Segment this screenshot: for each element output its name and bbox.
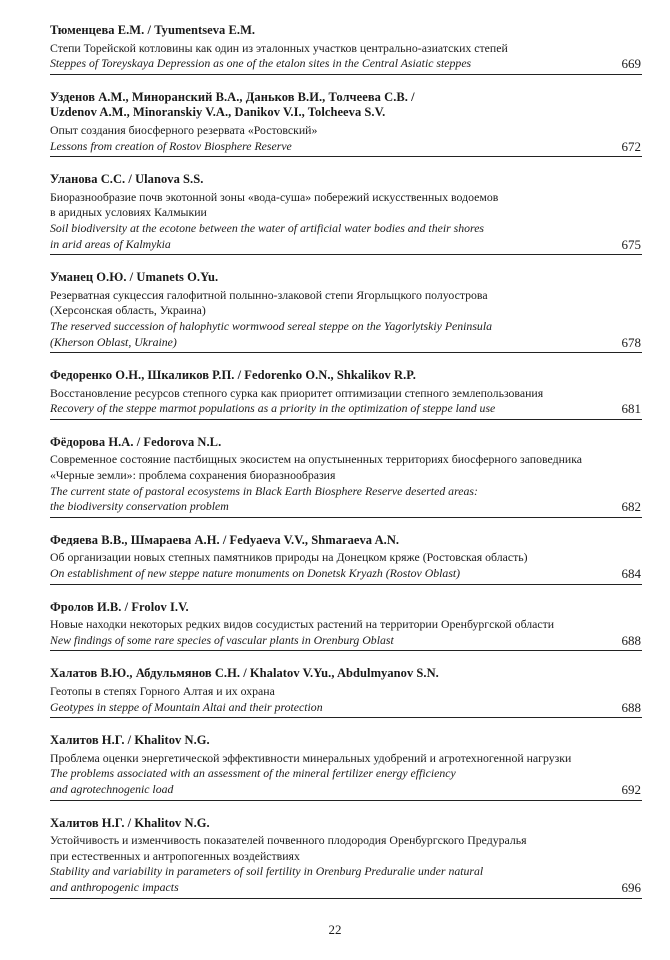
title-en-line: The problems associated with an assessment of the mineral fertilizer energy efficiency [50,766,456,781]
authors-line: Фролов И.В. / Frolov I.V. [50,599,189,614]
title-ru [50,452,598,483]
title-en-line: The current state of pastoral ecosystems in Black Earth Biosphere Reserve deserted areas: [50,483,478,498]
title-en-line: The reserved succession of halophytic wormwood sereal steppe on the Yagorlytskiy Peninsula [50,318,492,333]
title-ru-line: в аридных условиях Калмыкии [50,205,207,220]
authors-line: Уманец О.Ю. / Umanets O.Yu. [50,270,219,285]
title-en [50,566,598,582]
title-en-line: Stability and variability in parameters of soil fertility in Orenburg Preduralie under natural [50,864,484,879]
authors-line: Уланова С.С. / Ulanova S.S. [50,172,204,187]
title-ru-line: Опыт создания биосферного резервата «Ростовский» [50,122,318,137]
title-ru-line: Об организации новых степных памятников природы на Донецком кряже (Ростовская область) [50,550,528,565]
entry-page-number: 672 [621,138,641,154]
authors-line: Федоренко О.Н., Шкаликов Р.П. / Fedorenko O.N., Shkalikov R.P. [50,368,416,383]
toc-entry [50,435,642,518]
title-en-line: in arid areas of Kalmykia [50,236,171,251]
entry-page-number: 696 [621,879,641,895]
title-en-line: Lessons from creation of Rostov Biosphere Reserve [50,138,292,153]
title-ru-line: при естественных и антропогенных воздействиях [50,848,300,863]
title-ru-line: Новые находки некоторых редких видов сосудистых растений на территории Оренбургской области [50,617,555,632]
authors [50,816,598,832]
authors [50,435,598,451]
title-en [50,56,598,72]
toc-entry [50,172,642,255]
entry-page-number: 688 [621,632,641,648]
entry-page-number: 681 [621,401,641,417]
title-ru-line: Геотопы в степях Горного Алтая и их охрана [50,684,275,698]
title-ru-line: Современное состояние пастбищных экосистем на опустыненных территориях биосферного заповедника [50,452,582,467]
title-ru [50,123,598,139]
title-ru-line: Восстановление ресурсов степного сурка как приоритет оптимизации степного землепользования [50,385,544,400]
title-en-line: Soil biodiversity at the ecotone between the water of artificial water bodies and their shores [50,220,485,235]
title-en-line: Recovery of the steppe marmot populations as a priority in the optimization of steppe land use [50,401,496,416]
entry-page-number: 682 [621,499,641,515]
authors-line: Тюменцева Е.М. / Tyumentseva E.M. [50,23,256,37]
authors-line: Халитов Н.Г. / Khalitov N.G. [50,815,210,830]
title-en [50,319,598,350]
authors [50,172,598,188]
title-ru-line: Проблема оценки энергетической эффективности минеральных удобрений и агротехногенной нагрузки [50,750,572,765]
toc-entry [50,733,642,800]
title-en-line: Geotypes in steppe of Mountain Altai and their protection [50,699,323,714]
authors [50,270,598,286]
page-number: 22 [328,922,342,937]
authors-line: Фёдорова Н.А. / Fedorova N.L. [50,434,222,449]
authors [50,666,598,682]
toc-entry [50,90,642,157]
title-en [50,484,598,515]
title-ru-line: Резерватная сукцессия галофитной полынно-злаковой степи Ягорлыцкого полуострова [50,287,488,302]
authors-line: Федяева В.В., Шмараева А.Н. / Fedyaeva V.V., Shmaraeva A.N. [50,532,400,547]
title-en-line: New findings of some rare species of vascular plants in Orenburg Oblast [50,632,394,647]
title-ru [50,550,598,566]
entry-page-number: 684 [621,566,641,582]
toc-entry [50,270,642,353]
title-ru-line: Степи Торейской котловины как один из эталонных участков центрально-азиатских степей [50,40,508,55]
entry-page-number: 692 [621,781,641,797]
title-ru [50,386,598,402]
title-ru [50,684,598,700]
title-en [50,864,598,895]
entry-page-number: 675 [621,236,641,252]
authors-line: Uzdenov A.M., Minoranskiy V.A., Danikov V.I., Tolcheeva S.V. [50,105,386,120]
authors [50,90,598,121]
authors-line: Халатов В.Ю., Абдульмянов С.Н. / Khalatov V.Yu., Abdulmyanov S.N. [50,666,439,681]
entry-page-number: 678 [621,334,641,350]
entry-page-number: 688 [621,699,641,715]
title-ru [50,617,598,633]
entry-page-number: 669 [621,56,641,72]
toc-entry [50,816,642,899]
title-en [50,700,598,716]
table-of-contents [50,23,642,914]
authors [50,533,598,549]
title-ru [50,833,598,864]
toc-entry [50,368,642,420]
title-en [50,139,598,155]
authors-line: Халитов Н.Г. / Khalitov N.G. [50,733,210,748]
title-ru [50,41,598,57]
title-en-line: Steppes of Toreyskaya Depression as one of the etalon sites in the Central Asiatic steppes [50,56,472,71]
title-ru-line: Биоразнообразие почв экотонной зоны «вода-суша» побережий искусственных водоемов [50,189,499,204]
title-en [50,766,598,797]
toc-entry [50,23,642,75]
toc-entry [50,600,642,652]
title-en [50,401,598,417]
title-en-line: and anthropogenic impacts [50,879,179,894]
toc-entry [50,533,642,585]
toc-entry [50,666,642,718]
authors-line: Узденов А.М., Минoранский В.А., Даньков В.И., Толчеева С.В. / [50,89,415,104]
title-ru [50,190,598,221]
authors [50,600,598,616]
title-ru-line: Устойчивость и изменчивость показателей почвенного плодородия Оренбургского Предуралья [50,833,527,848]
title-ru-line: «Черные земли»: проблема сохранения биоразнообразия [50,468,336,483]
title-en [50,633,598,649]
title-en [50,221,598,252]
title-en-line: (Kherson Oblast, Ukraine) [50,334,177,349]
title-ru [50,751,598,767]
title-ru [50,288,598,319]
authors [50,733,598,749]
title-ru-line: (Херсонская область, Украина) [50,303,206,318]
title-en-line: the biodiversity conservation problem [50,499,229,514]
title-en-line: On establishment of new steppe nature monuments on Donetsk Kryazh (Rostov Oblast) [50,566,461,581]
title-en-line: and agrotechnogenic load [50,781,174,796]
authors [50,368,598,384]
authors [50,23,598,39]
